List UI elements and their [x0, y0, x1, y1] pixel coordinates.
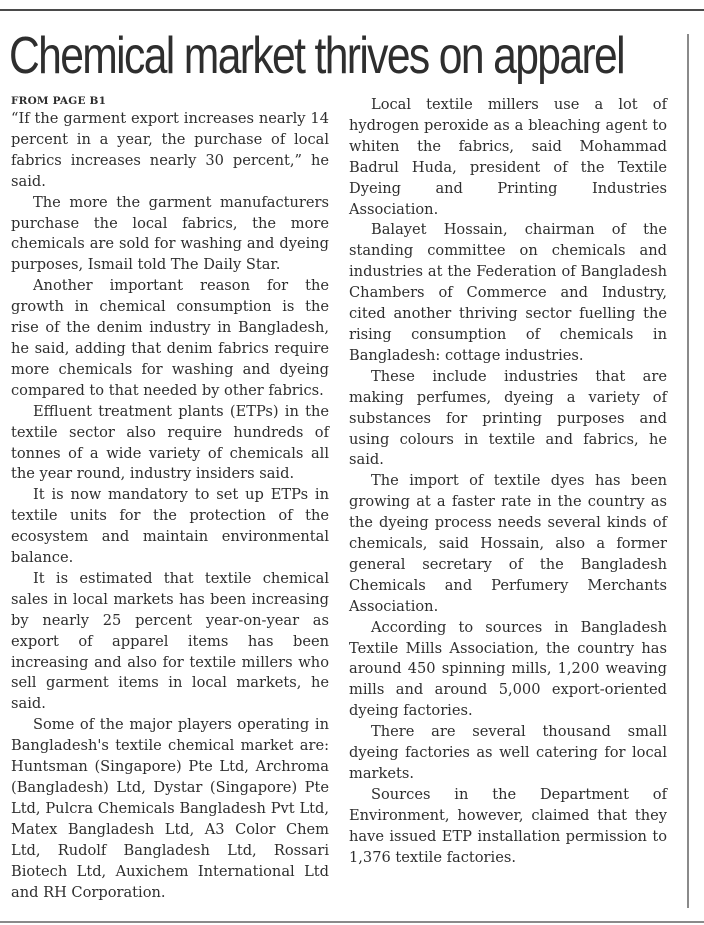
paragraph: These include industries that are making perfumes, dyeing a variety of substances for printing purposes and using colours in textile and fabrics, he said.: [349, 367, 667, 469]
paragraph: Some of the major players operating in Bangladesh's textile chemical market are: Huntsman (Singapore) Pte Ltd, Archroma (Bangladesh) Ltd, Dystar (Singapore) Pte Ltd, Pulcra Chemicals Bangladesh Pvt Ltd, Matex Bangladesh Ltd, A3 Color Chem Ltd, Rudolf Bangladesh Ltd, Rossari Biotech Ltd, Auxichem International Ltd and RH Corporation.: [11, 716, 329, 901]
paragraph: It is estimated that textile chemical sales in local markets has been increasing by nearly 25 percent year-on-year as export of apparel items has been increasing and also for textile millers who sell garment items in local markets, he said.: [11, 569, 329, 713]
article-column-right: [349, 95, 667, 869]
paragraph: The more the garment manufacturers purchase the local fabrics, the more chemicals are sold for washing and dyeing purposes, Ismail told The Daily Star.: [11, 193, 329, 274]
column-rule-right: [687, 34, 689, 908]
paragraph: Local textile millers use a lot of hydrogen peroxide as a bleaching agent to whiten the fabrics, said Mohammad Badrul Huda, president of the Textile Dyeing and Printing Industries Association.: [349, 96, 667, 218]
bottom-rule: [0, 921, 704, 923]
paragraph: Another important reason for the growth in chemical consumption is the rise of the denim industry in Bangladesh, he said, adding that denim fabrics require more chemicals for washing and dyeing compared to that needed by other fabrics.: [11, 277, 329, 399]
top-rule: [0, 9, 704, 11]
continuation-kicker: FROM PAGE B1: [11, 95, 107, 107]
paragraph: Effluent treatment plants (ETPs) in the textile sector also require hundreds of tonnes of a wide variety of chemicals all the year round, industry insiders said.: [11, 402, 329, 483]
paragraph: The import of textile dyes has been growing at a faster rate in the country as the dyeing process needs several kinds of chemicals, said Hossain, also a former general secretary of the Bangladesh Chemicals and Perfumery Merchants Association.: [349, 472, 667, 615]
paragraph: There are several thousand small dyeing factories as well catering for local markets.: [349, 723, 667, 782]
paragraph: It is now mandatory to set up ETPs in textile units for the protection of the ecosystem and maintain environmental balance.: [11, 486, 329, 567]
paragraph: According to sources in Bangladesh Textile Mills Association, the country has around 450 spinning mills, 1,200 weaving mills and around 5,000 export-oriented dyeing factories.: [349, 618, 667, 720]
headline: Chemical market thrives on apparel: [9, 27, 624, 85]
article-column-left: [11, 95, 329, 903]
paragraph: Sources in the Department of Environment, however, claimed that they have issued ETP installation permission to 1,376 textile factories.: [349, 785, 667, 866]
paragraph: “If the garment export increases nearly 14 percent in a year, the purchase of local fabrics increases nearly 30 percent,” he said.: [11, 110, 329, 190]
paragraph: Balayet Hossain, chairman of the standing committee on chemicals and industries at the Federation of Bangladesh Chambers of Commerce and Industry, cited another thriving sector fuelling the rising consumption of chemicals in Bangladesh: cottage industries.: [349, 221, 667, 364]
